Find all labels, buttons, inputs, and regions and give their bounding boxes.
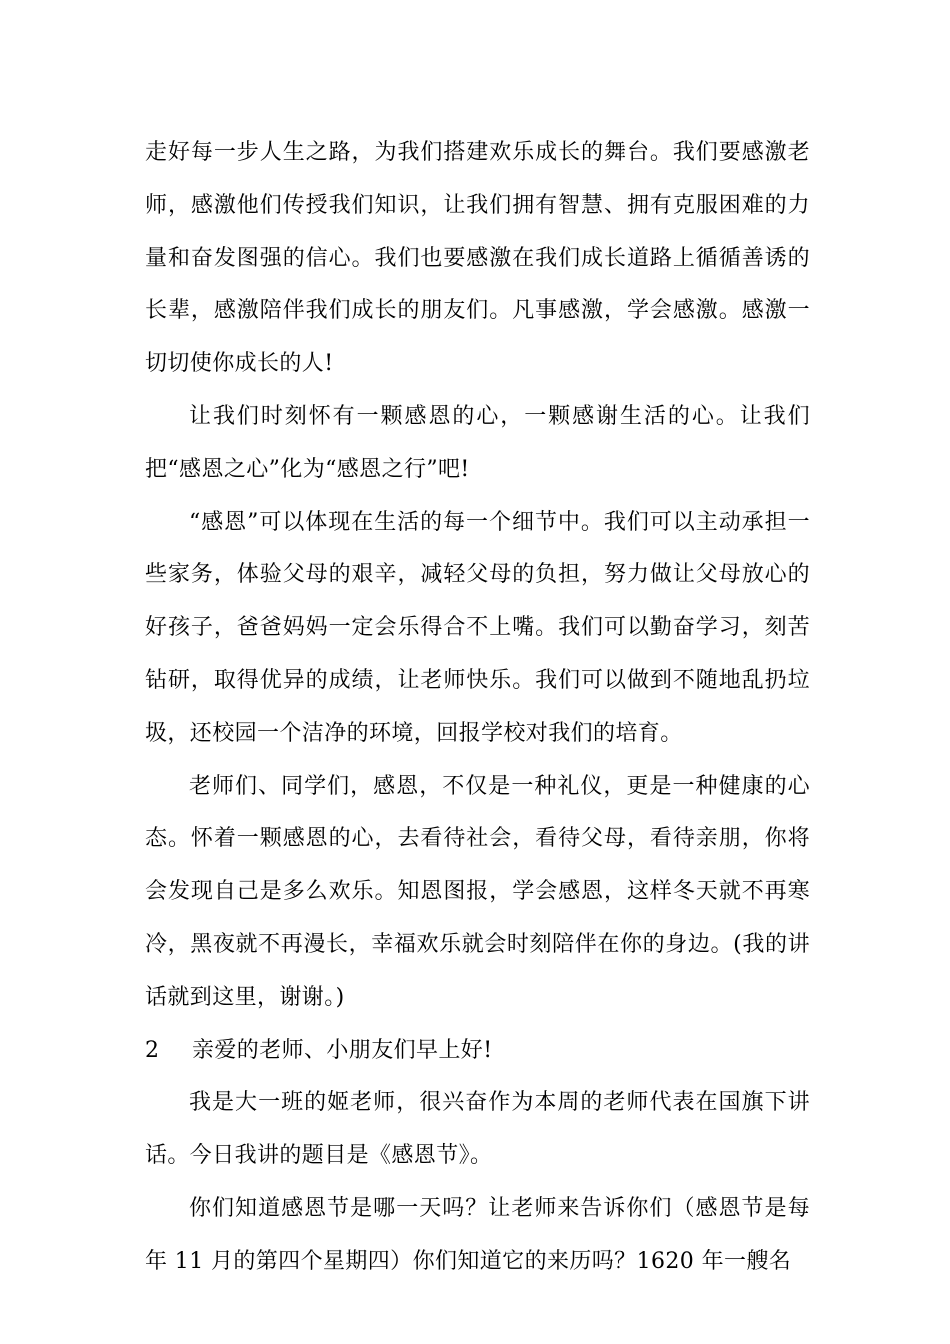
paragraph-2: 让我们时刻怀有一颗感恩的心，一颗感谢生活的心。让我们把“感恩之心”化为“感恩之行”吧! bbox=[145, 403, 810, 482]
paragraph-4: 老师们、同学们，感恩，不仅是一种礼仪，更是一种健康的心态。怀着一颗感恩的心，去看待社会，看待父母，看待亲朋，你将会发现自己是多么欢乐。知恩图报，学会感恩，这样冬天就不再寒冷，黑夜就不再漫长，幸福欢乐就会时刻陪伴在你的身边。(我的讲话就到这里，谢谢。) bbox=[145, 773, 810, 1010]
section-greeting: 亲爱的老师、小朋友们早上好! bbox=[192, 1037, 493, 1063]
section-2-heading bbox=[145, 1025, 810, 1078]
document-page bbox=[145, 127, 810, 1289]
paragraph-6: 你们知道感恩节是哪一天吗？让老师来告诉你们（感恩节是每年 11 月的第四个星期四）你们知道它的来历吗？1620 年一艘名 bbox=[145, 1195, 810, 1274]
paragraph-3: “感恩”可以体现在生活的每一个细节中。我们可以主动承担一些家务，体验父母的艰辛，减轻父母的负担，努力做让父母放心的好孩子，爸爸妈妈一定会乐得合不上嘴。我们可以勤奋学习，刻苦钻研，取得优异的成绩，让老师快乐。我们可以做到不随地乱扔垃圾，还校园一个洁净的环境，回报学校对我们的培育。 bbox=[145, 509, 810, 746]
section-number: 2 bbox=[145, 1037, 160, 1063]
paragraph-5: 我是大一班的姬老师，很兴奋作为本周的老师代表在国旗下讲话。今日我讲的题目是《感恩节》。 bbox=[145, 1090, 810, 1169]
paragraph-1: 走好每一步人生之路，为我们搭建欢乐成长的舞台。我们要感激老师，感激他们传授我们知识，让我们拥有智慧、拥有克服困难的力量和奋发图强的信心。我们也要感激在我们成长道路上循循善诱的长辈，感激陪伴我们成长的朋友们。凡事感激，学会感激。感激一切切使你成长的人! bbox=[145, 140, 810, 377]
